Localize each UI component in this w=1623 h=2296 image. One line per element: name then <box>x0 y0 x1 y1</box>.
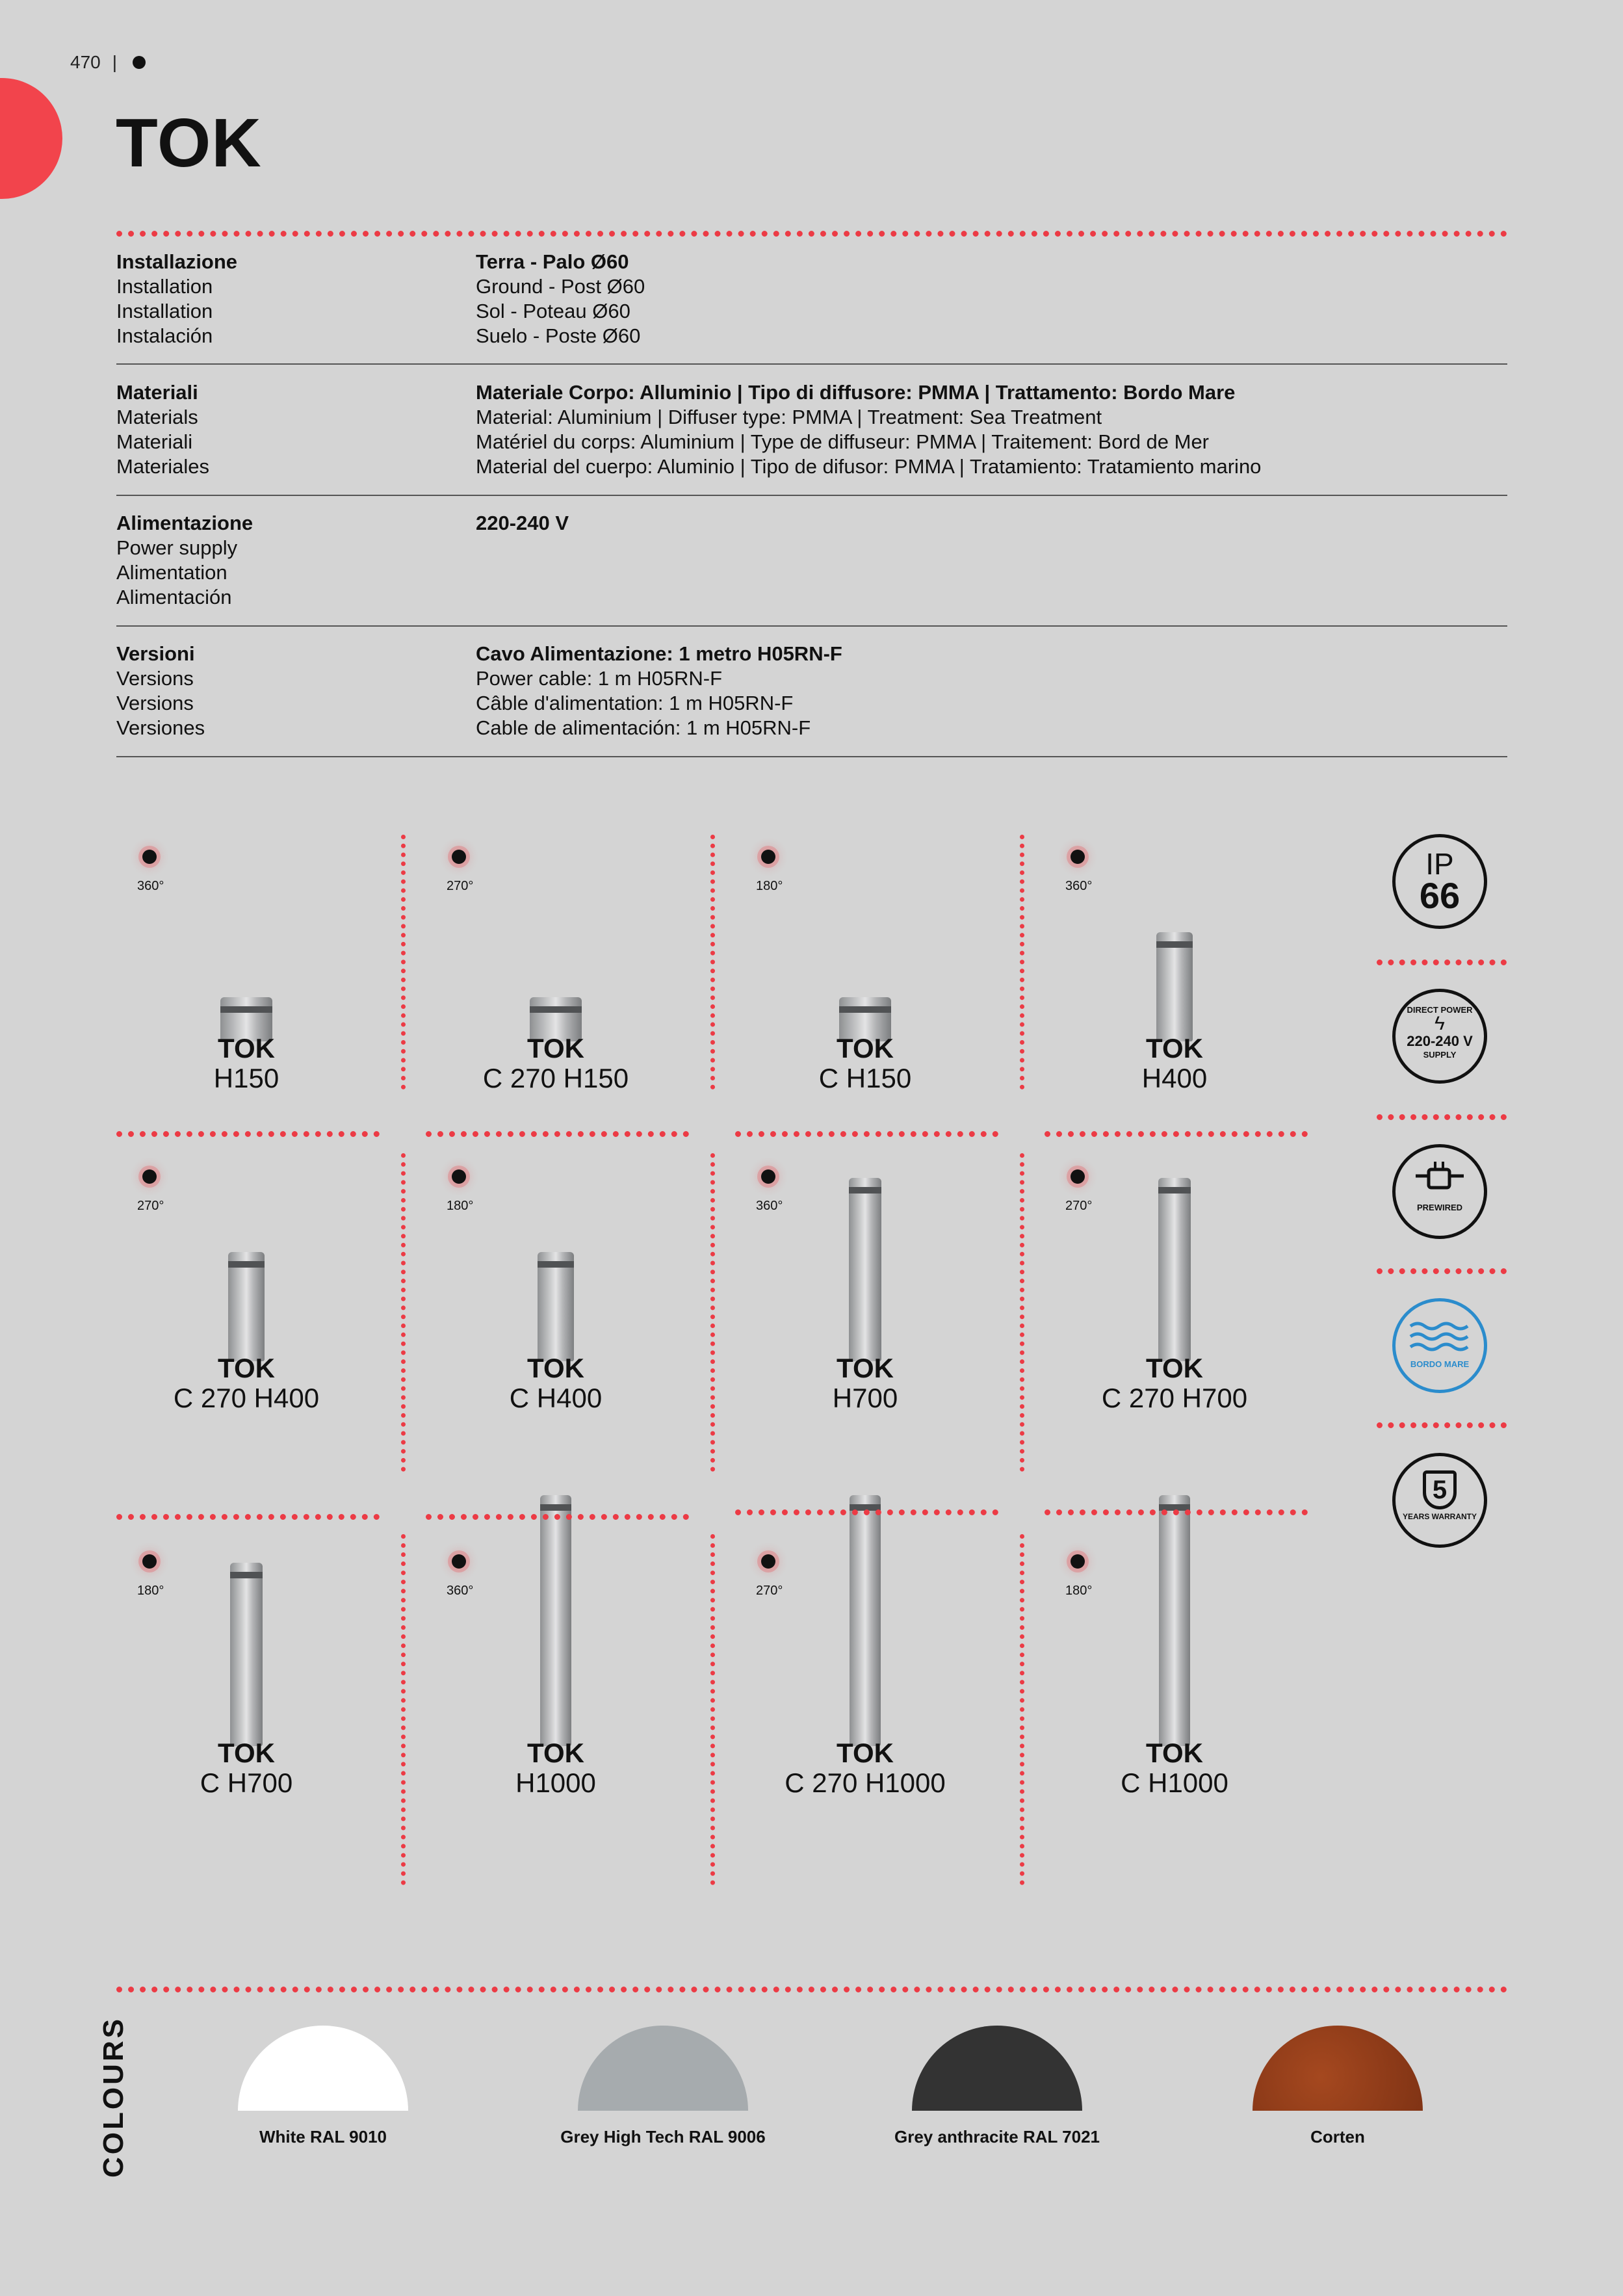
grid-horizontal-divider <box>116 1514 380 1520</box>
page-number: 470 | <box>70 52 117 72</box>
product-name: TOK <box>1146 1353 1203 1383</box>
colour-swatch <box>238 2026 408 2111</box>
spec-value-en: Power cable: 1 m H05RN-F <box>476 667 723 690</box>
bordo-mare-icon <box>1392 1298 1487 1393</box>
grid-horizontal-divider <box>1045 1509 1308 1515</box>
beam-indicator-icon <box>1071 1169 1085 1184</box>
spec-value-it: Materiale Corpo: Alluminio | Tipo di diffusore: PMMA | Trattamento: Bordo Mare <box>476 381 1236 404</box>
product-name: TOK <box>837 1353 894 1383</box>
beam-indicator-icon <box>761 1554 775 1569</box>
feature-divider <box>1377 959 1507 965</box>
spec-label-it: Alimentazione <box>116 512 253 534</box>
brand-red-circle <box>0 78 62 199</box>
spec-value-it: 220-240 V <box>476 512 569 534</box>
waves-icon <box>1407 1320 1472 1356</box>
beam-indicator-icon <box>761 1169 775 1184</box>
feature-divider <box>1377 1114 1507 1120</box>
spec-value-fr: Sol - Poteau Ø60 <box>476 300 630 322</box>
spec-label-en: Materials <box>116 406 198 428</box>
product-label <box>426 1034 686 1093</box>
product-label <box>735 1738 995 1798</box>
product-name: TOK <box>218 1353 275 1383</box>
spec-value-en: Ground - Post Ø60 <box>476 275 645 298</box>
product-name: TOK <box>218 1738 275 1768</box>
beam-angle: 180° <box>447 1199 474 1213</box>
beam-angle: 360° <box>137 879 164 893</box>
spec-label-en: Power supply <box>116 536 238 559</box>
grid-vertical-divider <box>401 1534 406 1885</box>
product-cell <box>426 832 686 1131</box>
grid-vertical-divider <box>710 835 715 1089</box>
product-cell <box>1045 1537 1305 1836</box>
grid-vertical-divider <box>710 1534 715 1885</box>
spec-divider <box>116 625 1507 627</box>
product-label <box>1045 1034 1305 1093</box>
lamp-image <box>540 1495 571 1746</box>
divider-top <box>116 231 1507 237</box>
spec-power <box>116 511 1507 615</box>
colour-label: Corten <box>1310 2127 1365 2146</box>
spec-value-it: Terra - Palo Ø60 <box>476 250 629 273</box>
product-model: C H700 <box>200 1768 293 1798</box>
product-cell <box>116 1152 376 1451</box>
product-name: TOK <box>527 1738 584 1768</box>
product-name: TOK <box>527 1353 584 1383</box>
product-cell <box>426 1152 686 1451</box>
warranty-years: 5 <box>1423 1470 1457 1509</box>
beam-indicator-icon <box>142 1169 157 1184</box>
lamp-image <box>538 1252 574 1361</box>
bolt-icon: ϟ <box>1435 1013 1445 1034</box>
grid-vertical-divider <box>1020 835 1024 1089</box>
beam-angle: 360° <box>756 1199 783 1213</box>
spec-label-en: Installation <box>116 275 213 298</box>
spec-label-it: Installazione <box>116 250 238 273</box>
grid-vertical-divider <box>1020 1534 1024 1885</box>
spec-label-it: Versioni <box>116 642 195 665</box>
product-model: H1000 <box>515 1768 596 1798</box>
spec-divider <box>116 495 1507 496</box>
spec-label-es: Alimentación <box>116 586 232 608</box>
lamp-image <box>1156 932 1193 1041</box>
power-bottom-label: SUPPLY <box>1423 1050 1457 1060</box>
product-model: C H150 <box>818 1063 912 1093</box>
product-name: TOK <box>837 1738 894 1768</box>
colour-label: Grey High Tech RAL 9006 <box>560 2127 766 2146</box>
product-label <box>1045 1738 1305 1798</box>
grid-vertical-divider <box>401 835 406 1089</box>
beam-indicator-icon <box>452 1554 466 1569</box>
beam-indicator-icon <box>1071 1554 1085 1569</box>
spec-label-es: Materiales <box>116 455 209 478</box>
beam-indicator-icon <box>761 850 775 864</box>
product-label <box>426 1738 686 1798</box>
spec-label-fr: Versions <box>116 692 194 714</box>
grid-horizontal-divider <box>426 1131 689 1137</box>
plug-icon <box>1410 1160 1469 1199</box>
product-label <box>735 1034 995 1093</box>
colour-swatch <box>1253 2026 1423 2111</box>
divider-colours <box>116 1987 1507 1992</box>
product-name: TOK <box>218 1033 275 1063</box>
spec-divider <box>116 756 1507 757</box>
spec-materials <box>116 380 1507 484</box>
spec-value-fr: Câble d'alimentation: 1 m H05RN-F <box>476 692 794 714</box>
lamp-image <box>228 1252 265 1361</box>
product-model: H400 <box>1141 1063 1208 1093</box>
grid-horizontal-divider <box>735 1131 998 1137</box>
product-cell <box>116 1537 376 1836</box>
spec-versions <box>116 642 1507 746</box>
beam-angle: 270° <box>756 1584 783 1598</box>
beam-indicator-icon <box>452 1169 466 1184</box>
spec-value-it: Cavo Alimentazione: 1 metro H05RN-F <box>476 642 842 665</box>
page-bullet <box>133 56 146 69</box>
grid-vertical-divider <box>1020 1153 1024 1472</box>
beam-angle: 360° <box>447 1584 474 1598</box>
product-cell <box>1045 1152 1305 1451</box>
product-model: C 270 H400 <box>173 1383 320 1413</box>
spec-value-fr: Matériel du corps: Aluminium | Type de diffuseur: PMMA | Traitement: Bord de Mer <box>476 430 1210 453</box>
spec-label-it: Materiali <box>116 381 198 404</box>
power-top-label: DIRECT POWER <box>1407 1005 1473 1015</box>
beam-angle: 180° <box>137 1584 164 1598</box>
product-cell <box>735 832 995 1131</box>
product-model: C H1000 <box>1121 1768 1228 1798</box>
product-name: TOK <box>1146 1033 1203 1063</box>
beam-angle: 270° <box>1065 1199 1093 1213</box>
beam-angle: 270° <box>137 1199 164 1213</box>
grid-horizontal-divider <box>116 1131 380 1137</box>
lamp-image <box>850 1495 881 1746</box>
ip-label: IP <box>1425 847 1454 881</box>
product-model: H700 <box>832 1383 898 1413</box>
product-label <box>116 1034 376 1093</box>
ip-rating: 66 <box>1419 875 1461 916</box>
beam-angle: 180° <box>1065 1584 1093 1598</box>
page-title: TOK <box>116 105 262 181</box>
product-name: TOK <box>837 1033 894 1063</box>
colour-label: White RAL 9010 <box>259 2127 387 2146</box>
spec-value-es: Cable de alimentación: 1 m H05RN-F <box>476 716 811 739</box>
spec-divider <box>116 363 1507 365</box>
grid-vertical-divider <box>401 1153 406 1472</box>
product-model: H150 <box>213 1063 279 1093</box>
product-name: TOK <box>527 1033 584 1063</box>
beam-indicator-icon <box>452 850 466 864</box>
product-model: C 270 H700 <box>1101 1383 1248 1413</box>
beam-angle: 180° <box>756 879 783 893</box>
spec-label-es: Instalación <box>116 324 213 347</box>
prewired-label: PREWIRED <box>1416 1203 1463 1212</box>
feature-divider <box>1377 1422 1507 1428</box>
spec-label-fr: Materiali <box>116 430 193 453</box>
colour-swatch <box>578 2026 748 2111</box>
direct-power-icon <box>1392 989 1487 1084</box>
product-label <box>116 1353 376 1413</box>
product-label <box>116 1738 376 1798</box>
lamp-image <box>1158 1178 1191 1361</box>
spec-value-en: Material: Aluminium | Diffuser type: PMMA | Treatment: Sea Treatment <box>476 406 1102 428</box>
product-model: C 270 H150 <box>482 1063 629 1093</box>
product-cell <box>735 1152 995 1451</box>
spec-value-es: Material del cuerpo: Aluminio | Tipo de difusor: PMMA | Tratamiento: Tratamiento marino <box>476 455 1262 478</box>
colour-label: Grey anthracite RAL 7021 <box>894 2127 1100 2146</box>
beam-angle: 360° <box>1065 879 1093 893</box>
ip66-icon <box>1392 834 1487 929</box>
beam-indicator-icon <box>142 1554 157 1569</box>
spec-installation <box>116 250 1507 354</box>
colours-title: COLOURS <box>97 2016 129 2178</box>
power-voltage: 220-240 V <box>1407 1033 1473 1049</box>
spec-label-es: Versiones <box>116 716 205 739</box>
grid-horizontal-divider <box>735 1509 998 1515</box>
product-cell <box>116 832 376 1131</box>
spec-label-en: Versions <box>116 667 194 690</box>
warranty-icon <box>1392 1453 1487 1548</box>
spec-label-fr: Alimentation <box>116 561 227 584</box>
beam-indicator-icon <box>1071 850 1085 864</box>
product-label <box>735 1353 995 1413</box>
prewired-icon <box>1392 1144 1487 1239</box>
product-label <box>426 1353 686 1413</box>
lamp-image <box>230 1563 263 1746</box>
colour-swatch <box>912 2026 1082 2111</box>
product-cell <box>735 1537 995 1836</box>
product-cell <box>1045 832 1305 1131</box>
grid-horizontal-divider <box>426 1514 689 1520</box>
product-model: C 270 H1000 <box>785 1768 946 1798</box>
product-name: TOK <box>1146 1738 1203 1768</box>
lamp-image <box>1159 1495 1190 1746</box>
grid-vertical-divider <box>710 1153 715 1472</box>
bordo-mare-label: BORDO MARE <box>1410 1359 1470 1369</box>
product-cell <box>426 1537 686 1836</box>
product-model: C H400 <box>509 1383 603 1413</box>
lamp-image <box>849 1178 881 1361</box>
spec-label-fr: Installation <box>116 300 213 322</box>
beam-angle: 270° <box>447 879 474 893</box>
beam-indicator-icon <box>142 850 157 864</box>
product-label <box>1045 1353 1305 1413</box>
feature-divider <box>1377 1268 1507 1274</box>
grid-horizontal-divider <box>1045 1131 1308 1137</box>
spec-value-es: Suelo - Poste Ø60 <box>476 324 641 347</box>
warranty-label: YEARS WARRANTY <box>1402 1512 1477 1521</box>
